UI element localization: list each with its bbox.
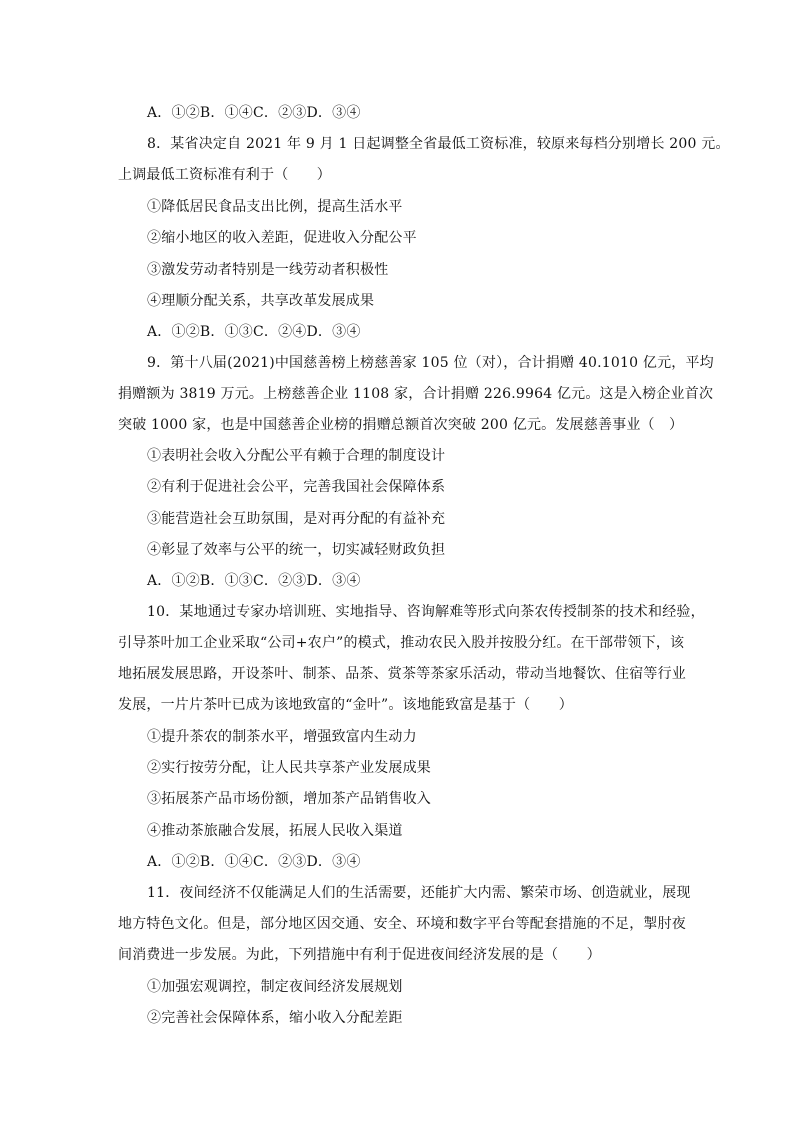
q11-stem-line-3: 间消费进一步发展。为此，下列措施中有利于促进夜间经济发展的是（ ）	[118, 947, 601, 963]
q11-stem-line-2: 地方特色文化。但是，部分地区因交通、安全、环境和数字平台等配套措施的不足，掣肘夜	[118, 916, 686, 932]
q10-option-3: ③拓展茶产品市场份额，增加茶产品销售收入	[147, 791, 431, 807]
q9-option-3: ③能营造社会互助氛围，是对再分配的有益补充	[147, 511, 446, 527]
q9-stem-line-2: 捐赠额为 3819 万元。上榜慈善企业 1108 家，合计捐赠 226.9964 亿元。这是入榜企业首次	[118, 386, 714, 402]
q9-option-1: ①表明社会收入分配公平有赖于合理的制度设计	[147, 448, 446, 464]
q10-option-4: ④推动茶旅融合发展，拓展人民收入渠道	[147, 823, 403, 839]
q9-answer-options: A．①②B．①③C．②③D．③④	[147, 573, 361, 589]
q9-stem-line-3: 突破 1000 家，也是中国慈善企业榜的捐赠总额首次突破 200 亿元。发展慈善事业（ ）	[118, 417, 684, 433]
q10-stem-line-1: 10．某地通过专家办培训班、实地指导、咨询解难等形式向茶农传授制茶的技术和经验，	[147, 604, 705, 620]
q10-stem-line-3: 地拓展发展思路，开设茶叶、制茶、品茶、赏茶等茶家乐活动，带动当地餐饮、住宿等行业	[118, 666, 686, 682]
q8-stem-line-1: 8．某省决定自 2021 年 9 月 1 日起调整全省最低工资标准，较原来每档分别增长 200 元。	[147, 136, 730, 152]
q10-option-1: ①提升茶农的制茶水平，增强致富内生动力	[147, 729, 417, 745]
q8-option-4: ④理顺分配关系，共享改革发展成果	[147, 293, 375, 309]
q10-stem-line-4: 发展，一片片茶叶已成为该地致富的“金叶”。该地能致富是基于（ ）	[118, 697, 573, 713]
q10-stem-line-2: 引导茶叶加工企业采取“公司+农户”的模式，推动农民入股并按股分红。在干部带领下，该	[118, 635, 685, 651]
q8-answer-options: A．①②B．①③C．②④D．③④	[147, 324, 361, 340]
q11-option-2: ②完善社会保障体系，缩小收入分配差距	[147, 1010, 403, 1026]
q11-option-1: ①加强宏观调控，制定夜间经济发展规划	[147, 979, 403, 995]
q8-option-1: ①降低居民食品支出比例，提高生活水平	[147, 199, 403, 215]
q8-stem-line-2: 上调最低工资标准有利于（ ）	[118, 167, 331, 183]
q10-answer-options: A．①②B．①④C．②③D．③④	[147, 854, 361, 870]
q9-option-4: ④彰显了效率与公平的统一，切实减轻财政负担	[147, 542, 446, 558]
q8-option-3: ③激发劳动者特别是一线劳动者积极性	[147, 262, 389, 278]
q11-stem-line-1: 11．夜间经济不仅能满足人们的生活需要，还能扩大内需、繁荣市场、创造就业，展现	[147, 885, 691, 901]
q7-answer-options: A．①②B．①④C．②③D．③④	[147, 105, 361, 121]
q9-option-2: ②有利于促进社会公平，完善我国社会保障体系	[147, 479, 446, 495]
q10-option-2: ②实行按劳分配，让人民共享茶产业发展成果	[147, 760, 431, 776]
q9-stem-line-1: 9．第十八届(2021)中国慈善榜上榜慈善家 105 位（对），合计捐赠 40.1010 亿元，平均	[147, 355, 714, 371]
q8-option-2: ②缩小地区的收入差距，促进收入分配公平	[147, 230, 417, 246]
